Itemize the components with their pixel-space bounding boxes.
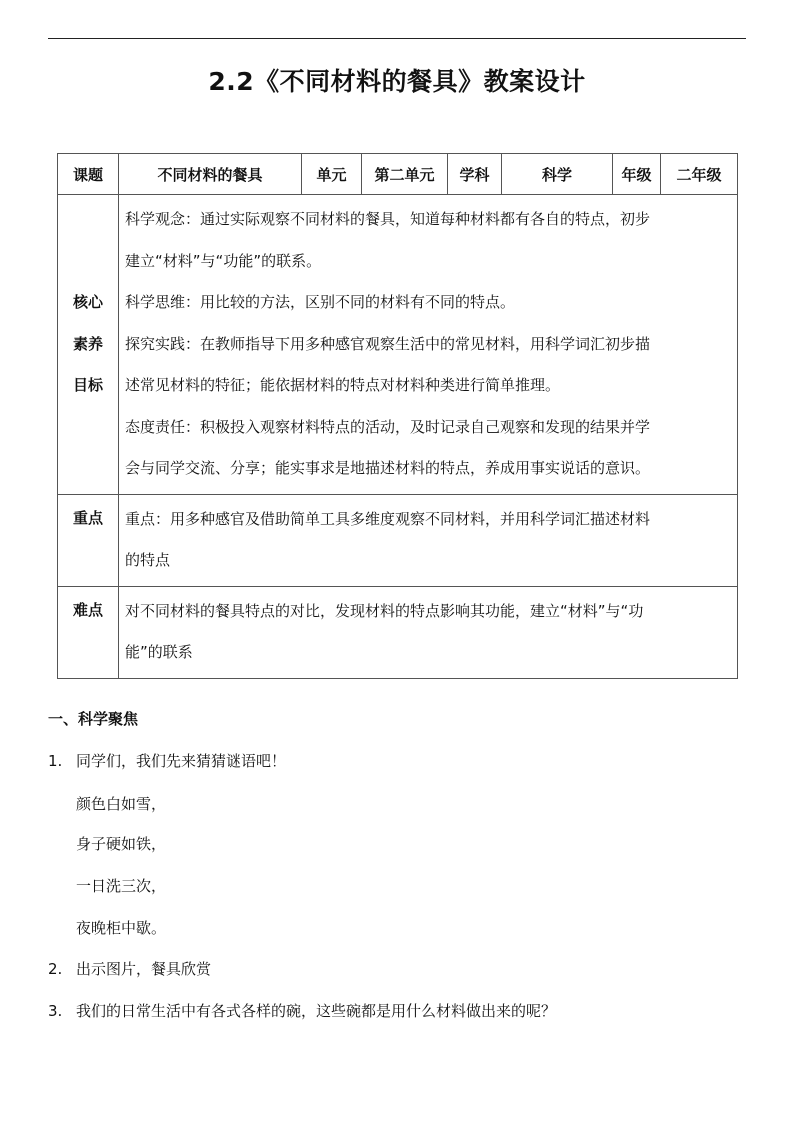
core-label-line: 素养 [72,334,103,353]
core-goal-line: 会与同学交流、分享；能实事求是地描述材料的特点，养成用事实说话的意识。 [125,459,651,477]
difficulty-content [119,586,738,678]
core-goals-row [58,195,738,495]
list-item-number: 1. [48,752,63,770]
riddle-line: 一日洗三次， [76,877,167,895]
core-goal-line: 建立“材料”与“功能”的联系。 [125,251,322,270]
key-point-content [119,494,738,586]
subject-label: 学科 [448,154,502,195]
section-heading: 一、科学聚焦 [48,710,139,728]
core-label-line: 核心 [72,293,103,311]
key-point-row [58,494,738,586]
lesson-plan-table [57,153,738,679]
difficulty-label: 难点 [58,586,119,678]
unit-value: 第二单元 [362,154,448,195]
list-item-text: 出示图片，餐具欣赏 [76,960,212,978]
core-goal-line: 科学思维：用比较的方法，区别不同的材料有不同的特点。 [125,293,516,311]
core-goal-line: 述常见材料的特征；能依据材料的特点对材料种类进行简单推理。 [125,376,561,394]
key-point-label: 重点 [58,494,119,586]
key-point-line: 重点：用多种感官及借助简单工具多维度观察不同材料，并用科学词汇描述材料 [125,509,651,528]
list-item-text: 我们的日常生活中有各式各样的碗，这些碗都是用什么材料做出来的呢？ [76,1002,557,1020]
list-item [48,750,286,771]
grade-label: 年级 [613,154,661,195]
list-item [48,958,211,979]
core-goal-line: 探究实践：在教师指导下用多种感官观察生活中的常见材料，用科学词汇初步描 [125,334,651,353]
topic-value: 不同材料的餐具 [119,154,302,195]
topic-label: 课题 [58,154,119,195]
difficulty-line: 对不同材料的餐具特点的对比，发现材料的特点影响其功能，建立“材料”与“功 [125,601,644,620]
riddle-line: 夜晚柜中歇。 [76,919,167,937]
subject-value: 科学 [502,154,613,195]
list-item-number: 2. [48,960,63,978]
unit-label: 单元 [302,154,362,195]
difficulty-row [58,586,738,678]
list-item [48,1000,556,1021]
core-goal-line: 态度责任：积极投入观察材料特点的活动，及时记录自己观察和发现的结果并学 [125,417,651,436]
riddle-line: 颜色白如雪， [76,795,167,813]
grade-value: 二年级 [661,154,738,195]
header-rule [48,38,746,39]
key-point-line: 的特点 [125,551,171,569]
document-title: 2.2《不同材料的餐具》教案设计 [208,67,586,96]
list-item-number: 3. [48,1002,63,1020]
core-goal-line: 科学观念：通过实际观察不同材料的餐具，知道每种材料都有各自的特点，初步 [125,210,651,228]
core-goals-label [58,195,119,495]
core-label-line: 目标 [72,376,103,394]
difficulty-line: 能”的联系 [125,643,193,661]
riddle-line: 身子硬如铁， [76,835,167,853]
core-goals-content [119,195,738,495]
list-item-text: 同学们，我们先来猜猜谜语吧！ [76,752,287,770]
table-header-row [58,154,738,195]
